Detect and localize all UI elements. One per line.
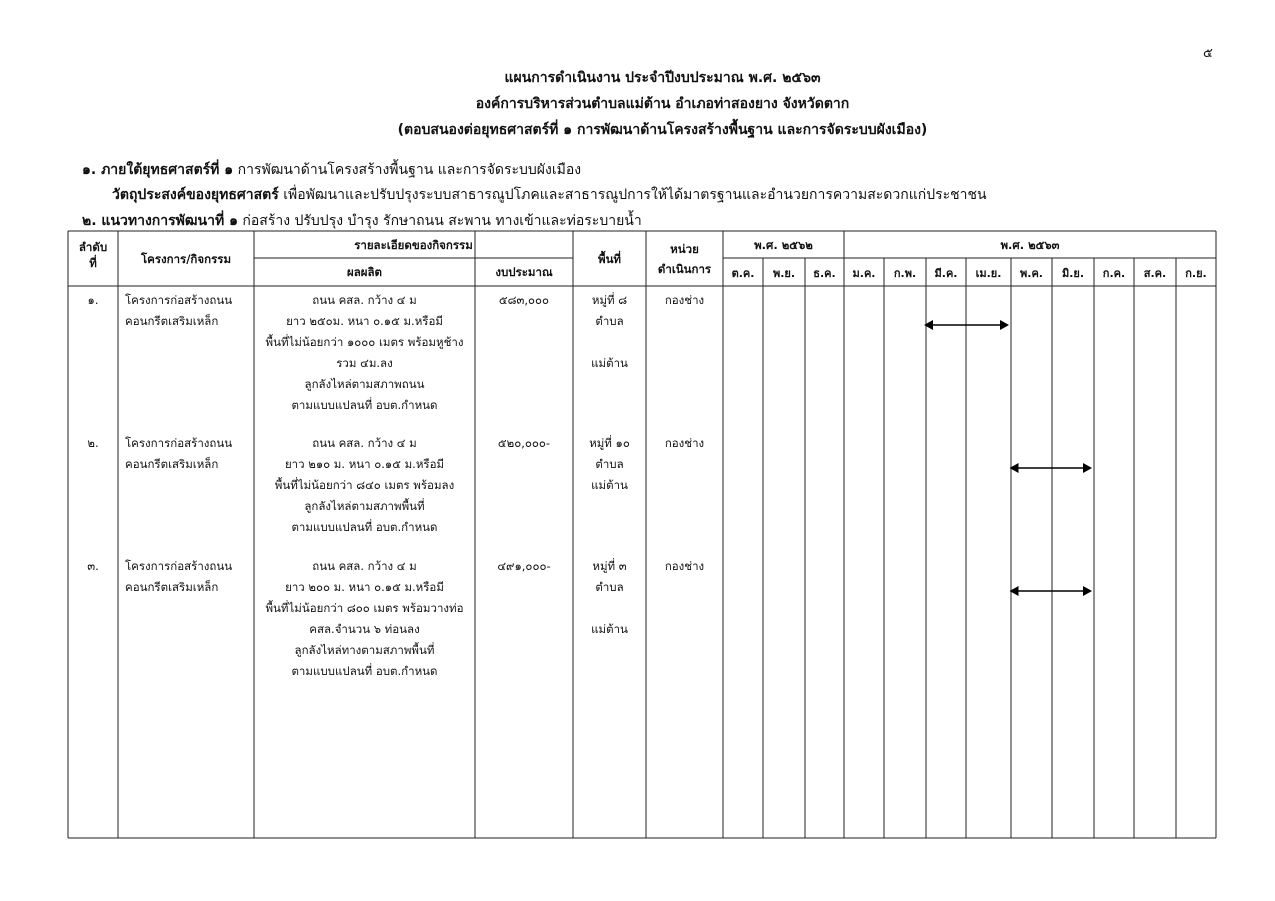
document-title-line-3: (ตอบสนองต่อยุทธศาสตร์ที่ ๑ การพัฒนาด้านโครงสร้างพื้นฐาน และการจัดระบบผังเมือง) [397, 122, 928, 138]
area-line: หมู่ที่ ๓ [592, 559, 627, 573]
output-line: ตามแบบแปลนที่ อบต.กำหนด [291, 664, 438, 678]
output-line: ถนน คสล. กว้าง ๔ ม [312, 559, 417, 573]
area-line: ตำบล [595, 457, 624, 471]
header-output: ผลผลิต [346, 265, 383, 279]
output-line: รวม ๔ม.ลง [336, 356, 393, 370]
output-line: ถนน คสล. กว้าง ๔ ม [312, 293, 417, 307]
month-header: ก.ค. [1102, 267, 1126, 280]
output-line: พื้นที่ไม่น้อยกว่า ๘๔๐ เมตร พร้อมลง [274, 478, 455, 492]
month-header: ก.พ. [893, 267, 917, 280]
header-year-2562: พ.ศ. ๒๕๖๒ [754, 238, 813, 252]
header-year-2563: พ.ศ. ๒๕๖๓ [1000, 238, 1060, 252]
output-line: ลูกลังไหล่ทางตามสภาพพื้นที่ [294, 643, 435, 657]
guideline-text: ก่อสร้าง ปรับปรุง บำรุง รักษาถนน สะพาน ทางเข้าและท่อระบายน้ำ [237, 213, 642, 229]
header-budget: งบประมาณ [495, 265, 553, 279]
area-line: หมู่ที่ ๘ [591, 293, 628, 307]
month-header: ส.ค. [1143, 267, 1167, 280]
strategy-label: ๑. ภายใต้ยุทธศาสตร์ที่ ๑ [82, 162, 234, 178]
guideline-label: ๒. แนวทางการพัฒนาที่ ๑ [82, 213, 238, 229]
budget-value: ๔๙๑,๐๐๐- [497, 559, 551, 573]
area-line: แม่ต้าน [591, 478, 628, 492]
output-line: พื้นที่ไม่น้อยกว่า ๑๐๐๐ เมตร พร้อมหูช้าง [265, 335, 464, 349]
header-unit-line2: ดำเนินการ [657, 262, 712, 276]
row-number: ๒. [87, 436, 99, 450]
area-line: ตำบล [595, 314, 624, 328]
output-line: ยาว ๒๑๐ ม. หนา ๐.๑๕ ม.หรือมี [284, 457, 445, 471]
header-unit-line1: หน่วย [670, 242, 699, 256]
document-title-line-2: องค์การบริหารส่วนตำบลแม่ต้าน อำเภอท่าสองยาง จังหวัดตาก [475, 96, 850, 112]
schedule-arrow-head-right [1083, 586, 1092, 596]
budget-value: ๕๘๓,๐๐๐ [498, 293, 550, 307]
month-header: พ.ย. [772, 267, 796, 280]
project-name: โครงการก่อสร้างถนน [125, 559, 233, 573]
schedule-arrow-head-right [1083, 463, 1092, 473]
project-name: โครงการก่อสร้างถนน [125, 293, 233, 307]
header-detail: รายละเอียดของกิจกรรม [354, 238, 473, 252]
header-no-line1: ลำดับ [78, 240, 108, 254]
area-line: แม่ต้าน [591, 622, 628, 636]
header-project: โครงการ/กิจกรรม [140, 252, 232, 266]
project-name: คอนกรีตเสริมเหล็ก [125, 457, 219, 471]
month-header: พ.ค. [1020, 267, 1043, 280]
output-line: คสล.จำนวน ๖ ท่อนลง [309, 622, 420, 636]
responsible-unit: กองช่าง [664, 436, 705, 450]
responsible-unit: กองช่าง [664, 293, 705, 307]
month-header: มิ.ย. [1061, 267, 1085, 280]
month-header: ก.ย. [1185, 267, 1207, 280]
project-name: โครงการก่อสร้างถนน [125, 436, 233, 450]
month-header: มี.ค. [934, 267, 958, 280]
area-line: แม่ต้าน [591, 356, 628, 370]
month-header: ธ.ค. [813, 267, 836, 280]
header-unit [646, 239, 723, 279]
header-no [68, 239, 118, 271]
month-header: ต.ค. [731, 267, 755, 280]
output-line: ตามแบบแปลนที่ อบต.กำหนด [291, 520, 438, 534]
month-header: ม.ค. [852, 267, 876, 280]
output-line: ยาว ๒๐๐ ม. หนา ๐.๑๕ ม.หรือมี [285, 580, 444, 594]
schedule-arrow-head-right [1000, 320, 1009, 330]
output-line: ลูกลังไหล่ตามสภาพถนน [304, 377, 425, 391]
strategy-text: การพัฒนาด้านโครงสร้างพื้นฐาน และการจัดระบบผังเมือง [233, 162, 582, 178]
objective-text: เพื่อพัฒนาและปรับปรุงระบบสาธารณูปโภคและสาธารณูปการให้ได้มาตรฐานและอำนวยการความสะดวกแก่ประชาชน [278, 187, 987, 203]
output-line: ลูกลังไหล่ตามสภาพพื้นที่ [304, 499, 425, 513]
row-number: ๑. [87, 293, 99, 307]
output-line: พื้นที่ไม่น้อยกว่า ๘๐๐ เมตร พร้อมวางท่อ [265, 601, 464, 615]
output-line: ตามแบบแปลนที่ อบต.กำหนด [291, 398, 438, 412]
area-line: ตำบล [595, 580, 624, 594]
page-number: ๕ [1203, 46, 1213, 61]
row-number: ๓. [87, 559, 99, 573]
header-no-line2: ที่ [89, 256, 97, 270]
output-line: ถนน คสล. กว้าง ๔ ม [312, 436, 417, 450]
budget-value: ๕๒๐,๐๐๐- [497, 436, 551, 450]
schedule-arrow-head-left [924, 320, 933, 330]
objective-label: วัตถุประสงค์ของยุทธศาสตร์ [112, 187, 279, 203]
project-name: คอนกรีตเสริมเหล็ก [125, 580, 219, 594]
responsible-unit: กองช่าง [664, 559, 705, 573]
month-header: เม.ย. [975, 267, 1002, 280]
project-name: คอนกรีตเสริมเหล็ก [125, 314, 219, 328]
area-line: หมู่ที่ ๑๐ [589, 436, 630, 450]
output-line: ยาว ๒๕๐ม. หนา ๐.๑๕ ม.หรือมี [286, 314, 443, 328]
header-area: พื้นที่ [597, 252, 622, 266]
document-title-line-1: แผนการดำเนินงาน ประจำปีงบประมาณ พ.ศ. ๒๕๖๓ [504, 70, 821, 86]
